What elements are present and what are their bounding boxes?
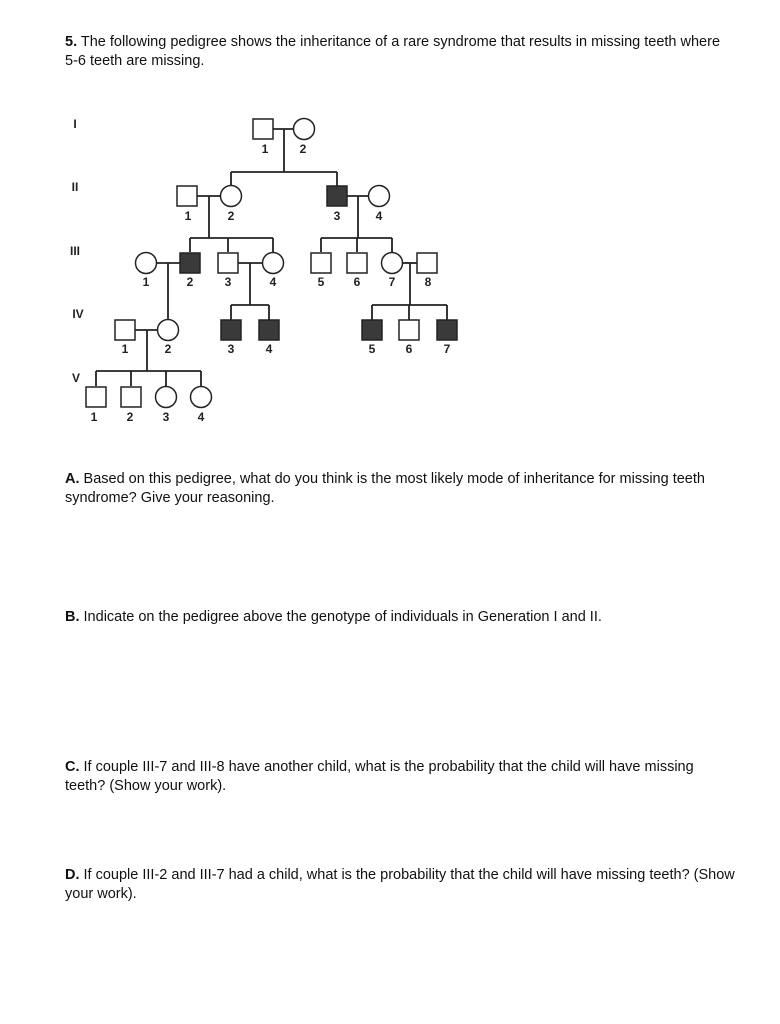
individual-iv-6-label: 6 — [405, 342, 413, 356]
part-a-text: Based on this pedigree, what do you think is the most likely mode of inheritance for missing teeth syndrome? Give your reasoning. — [65, 471, 705, 506]
generation-label-iv: IV — [72, 307, 84, 321]
individual-iii-4-label: 4 — [269, 275, 277, 289]
individual-ii-2-symbol — [221, 186, 242, 207]
individual-i-2-symbol — [294, 119, 315, 140]
part-b-letter: B. — [65, 609, 80, 625]
individual-iii-5-symbol — [311, 253, 331, 273]
individual-ii-4-symbol — [369, 186, 390, 207]
individual-i-2-label: 2 — [299, 142, 307, 156]
individual-iv-6-symbol — [399, 320, 419, 340]
individual-iii-2-label: 2 — [186, 275, 194, 289]
individual-iv-1-label: 1 — [121, 342, 129, 356]
generation-label-ii: II — [71, 180, 79, 194]
individual-ii-3-symbol — [327, 186, 347, 206]
individual-iv-2-symbol — [158, 320, 179, 341]
individual-i-1-label: 1 — [261, 142, 269, 156]
individual-iii-2-symbol — [180, 253, 200, 273]
individual-v-1-symbol — [86, 387, 106, 407]
part-c — [65, 758, 735, 796]
individual-v-2-label: 2 — [126, 410, 134, 424]
individual-v-4-label: 4 — [197, 410, 205, 424]
individual-numbers — [91, 142, 451, 424]
individual-iii-6-symbol — [347, 253, 367, 273]
part-c-letter: C. — [65, 759, 80, 775]
individual-iv-4-symbol — [259, 320, 279, 340]
question-text: The following pedigree shows the inheritance of a rare syndrome that results in missing teeth where 5-6 teeth are missing. — [65, 34, 721, 69]
individual-iv-3-symbol — [221, 320, 241, 340]
part-d-text: If couple III-2 and III-7 had a child, what is the probability that the child will have missing teeth? (Show your work). — [65, 867, 735, 902]
individual-iv-1-symbol — [115, 320, 135, 340]
part-b-text: Indicate on the pedigree above the genotype of individuals in Generation I and II. — [83, 609, 602, 625]
individual-iv-3-label: 3 — [227, 342, 235, 356]
individual-iii-1-label: 1 — [142, 275, 150, 289]
individual-iv-5-label: 5 — [368, 342, 376, 356]
individual-v-1-label: 1 — [90, 410, 98, 424]
individual-ii-4-label: 4 — [375, 209, 383, 223]
individual-iv-7-label: 7 — [443, 342, 451, 356]
generation-label-iii: III — [69, 244, 81, 258]
individual-iii-4-symbol — [263, 253, 284, 274]
individual-iii-5-label: 5 — [317, 275, 325, 289]
individual-ii-1-label: 1 — [184, 209, 192, 223]
individual-iv-2-label: 2 — [164, 342, 172, 356]
individual-iii-8-symbol — [417, 253, 437, 273]
pedigree-individuals — [86, 119, 457, 408]
individual-iv-4-label: 4 — [265, 342, 273, 356]
generation-label-v: V — [71, 371, 81, 385]
part-b — [65, 608, 735, 627]
individual-iv-5-symbol — [362, 320, 382, 340]
pedigree-chart — [0, 0, 780, 440]
part-c-text: If couple III-7 and III-8 have another child, what is the probability that the child will have missing teeth? (Show your work). — [65, 759, 694, 794]
individual-v-3-label: 3 — [162, 410, 170, 424]
part-a — [65, 470, 735, 508]
individual-v-2-symbol — [121, 387, 141, 407]
individual-ii-3-label: 3 — [333, 209, 341, 223]
question-number: 5. — [65, 34, 78, 50]
individual-v-4-symbol — [191, 387, 212, 408]
individual-i-1-symbol — [253, 119, 273, 139]
individual-iii-7-symbol — [382, 253, 403, 274]
individual-iii-1-symbol — [136, 253, 157, 274]
generation-label-i: I — [73, 117, 77, 131]
generation-labels — [70, 117, 84, 385]
part-d — [65, 866, 735, 904]
part-a-letter: A. — [65, 471, 80, 487]
individual-iv-7-symbol — [437, 320, 457, 340]
individual-iii-8-label: 8 — [424, 275, 432, 289]
individual-iii-6-label: 6 — [353, 275, 361, 289]
individual-v-3-symbol — [156, 387, 177, 408]
individual-ii-2-label: 2 — [227, 209, 235, 223]
individual-iii-3-label: 3 — [224, 275, 232, 289]
individual-ii-1-symbol — [177, 186, 197, 206]
individual-iii-7-label: 7 — [388, 275, 396, 289]
part-d-letter: D. — [65, 867, 80, 883]
individual-iii-3-symbol — [218, 253, 238, 273]
